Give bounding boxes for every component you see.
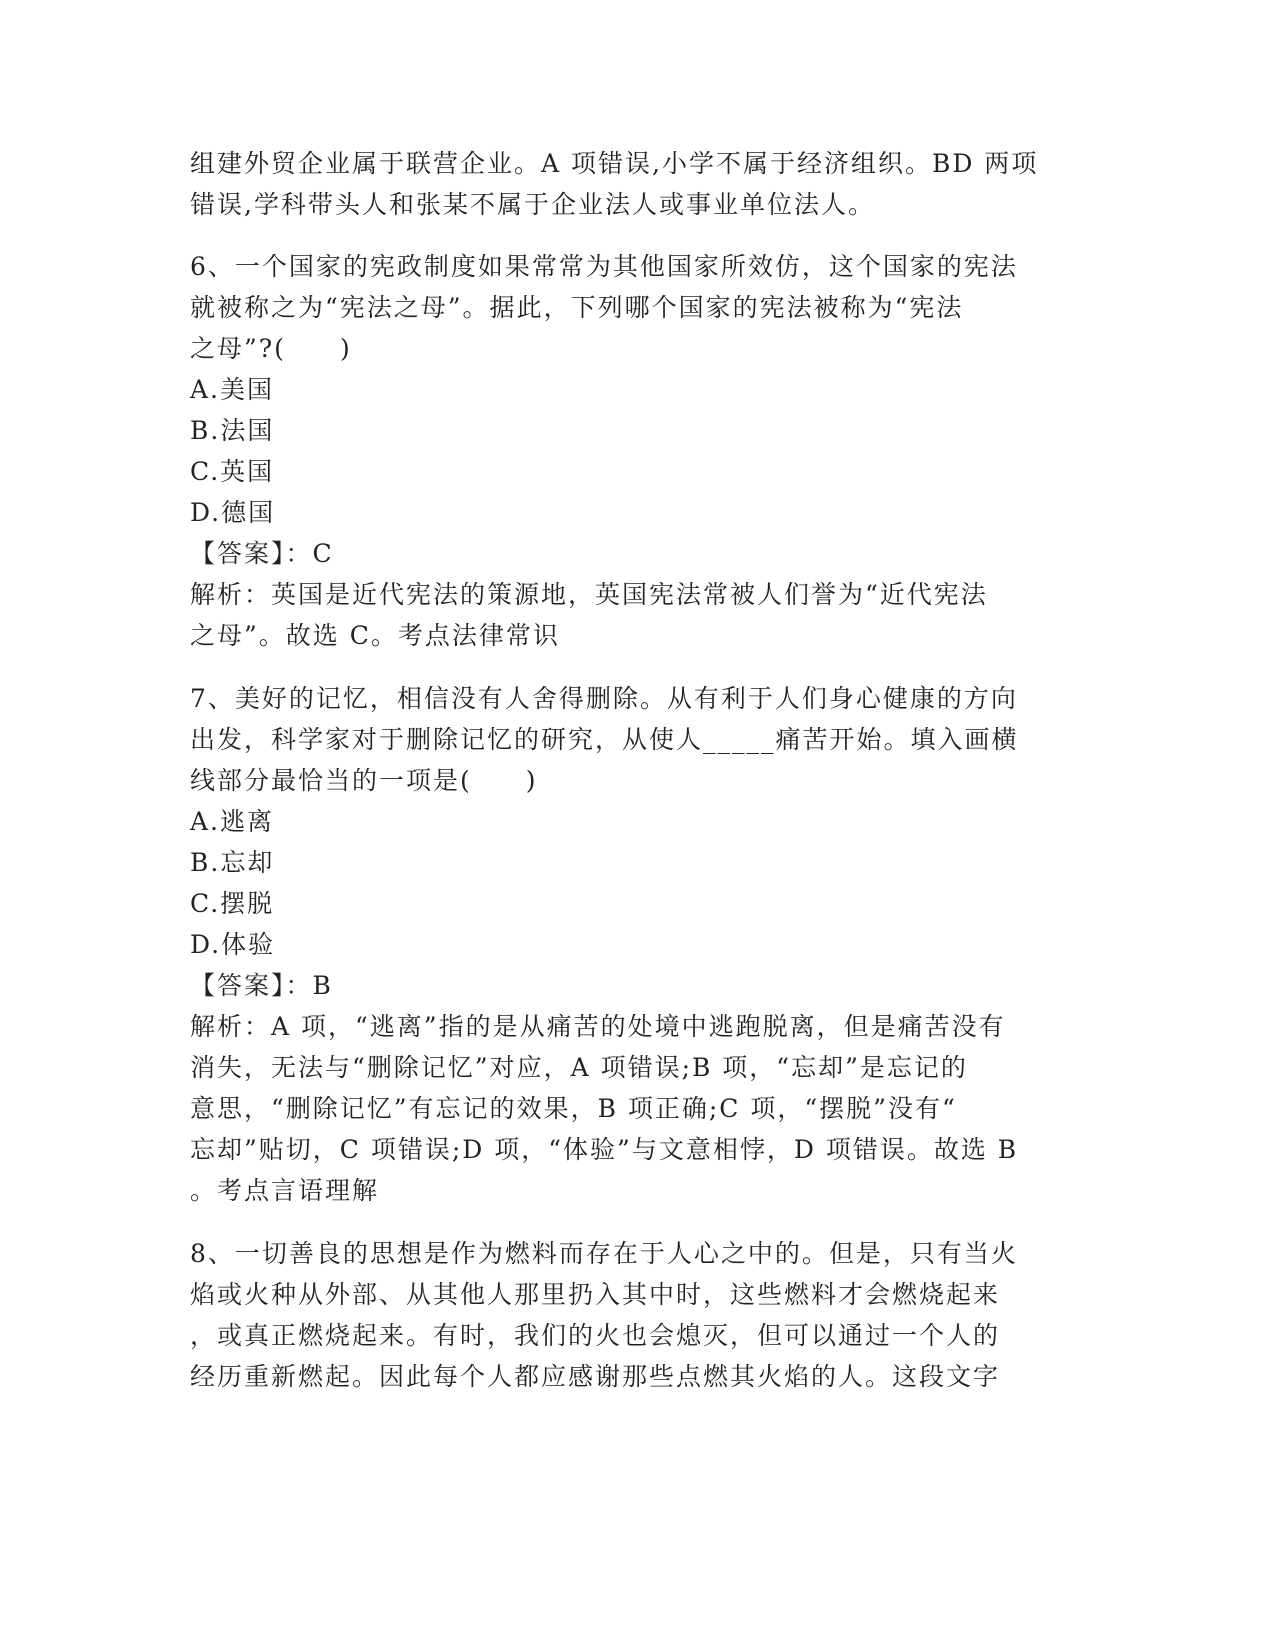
explanation-text: 之母”。故选 C。考点法律常识: [190, 621, 560, 650]
question-6-text: 6、一个国家的宪政制度如果常常为其他国家所效仿，这个国家的宪法: [190, 252, 1018, 281]
option-b: B.法国: [190, 416, 275, 445]
answer-label: 【答案】：B: [190, 971, 333, 1000]
answer-label: 【答案】：C: [190, 539, 334, 568]
question-6-text: 就被称之为“宪法之母”。据此，下列哪个国家的宪法被称为“宪法: [190, 293, 964, 322]
question-6-text: 之母”?( ): [190, 334, 352, 363]
option-c: C.摆脱: [190, 889, 275, 918]
question-7-text: 7、美好的记忆，相信没有人舍得删除。从有利于人们身心健康的方向: [190, 684, 1018, 713]
explanation-text: 消失，无法与“删除记忆”对应，A 项错误;B 项，“忘却”是忘记的: [190, 1053, 968, 1082]
question-8-text: 经历重新燃起。因此每个人都应感谢那些点燃其火焰的人。这段文字: [190, 1362, 1001, 1391]
explanation-text: 。考点言语理解: [190, 1176, 380, 1205]
question-8-text: ，或真正燃烧起来。有时，我们的火也会熄灭，但可以通过一个人的: [190, 1321, 1001, 1350]
question-7-text: 线部分最恰当的一项是( ): [190, 766, 538, 795]
option-a: A.逃离: [190, 807, 275, 836]
option-b: B.忘却: [190, 848, 275, 877]
question-7-text: 出发，科学家对于删除记忆的研究，从使人_____痛苦开始。填入画横: [190, 725, 1019, 754]
option-c: C.英国: [190, 457, 275, 486]
text-line: 组建外贸企业属于联营企业。A 项错误,小学不属于经济组织。BD 两项: [190, 149, 1039, 178]
explanation-text: 解析：A 项，“逃离”指的是从痛苦的处境中逃跑脱离，但是痛苦没有: [190, 1012, 1006, 1041]
option-d: D.体验: [190, 930, 276, 959]
explanation-text: 忘却”贴切，C 项错误;D 项，“体验”与文意相悖，D 项错误。故选 B: [190, 1135, 1019, 1164]
text-line: 错误,学科带头人和张某不属于企业法人或事业单位法人。: [190, 190, 875, 219]
option-a: A.美国: [190, 375, 275, 404]
question-8-text: 8、一切善良的思想是作为燃料而存在于人心之中的。但是，只有当火: [190, 1239, 1018, 1268]
explanation-text: 意思，“删除记忆”有忘记的效果，B 项正确;C 项，“摆脱”没有“: [190, 1094, 957, 1123]
option-d: D.德国: [190, 498, 276, 527]
question-8-text: 焰或火种从外部、从其他人那里扔入其中时，这些燃料才会燃烧起来: [190, 1280, 1001, 1309]
explanation-text: 解析：英国是近代宪法的策源地，英国宪法常被人们誉为“近代宪法: [190, 580, 988, 609]
